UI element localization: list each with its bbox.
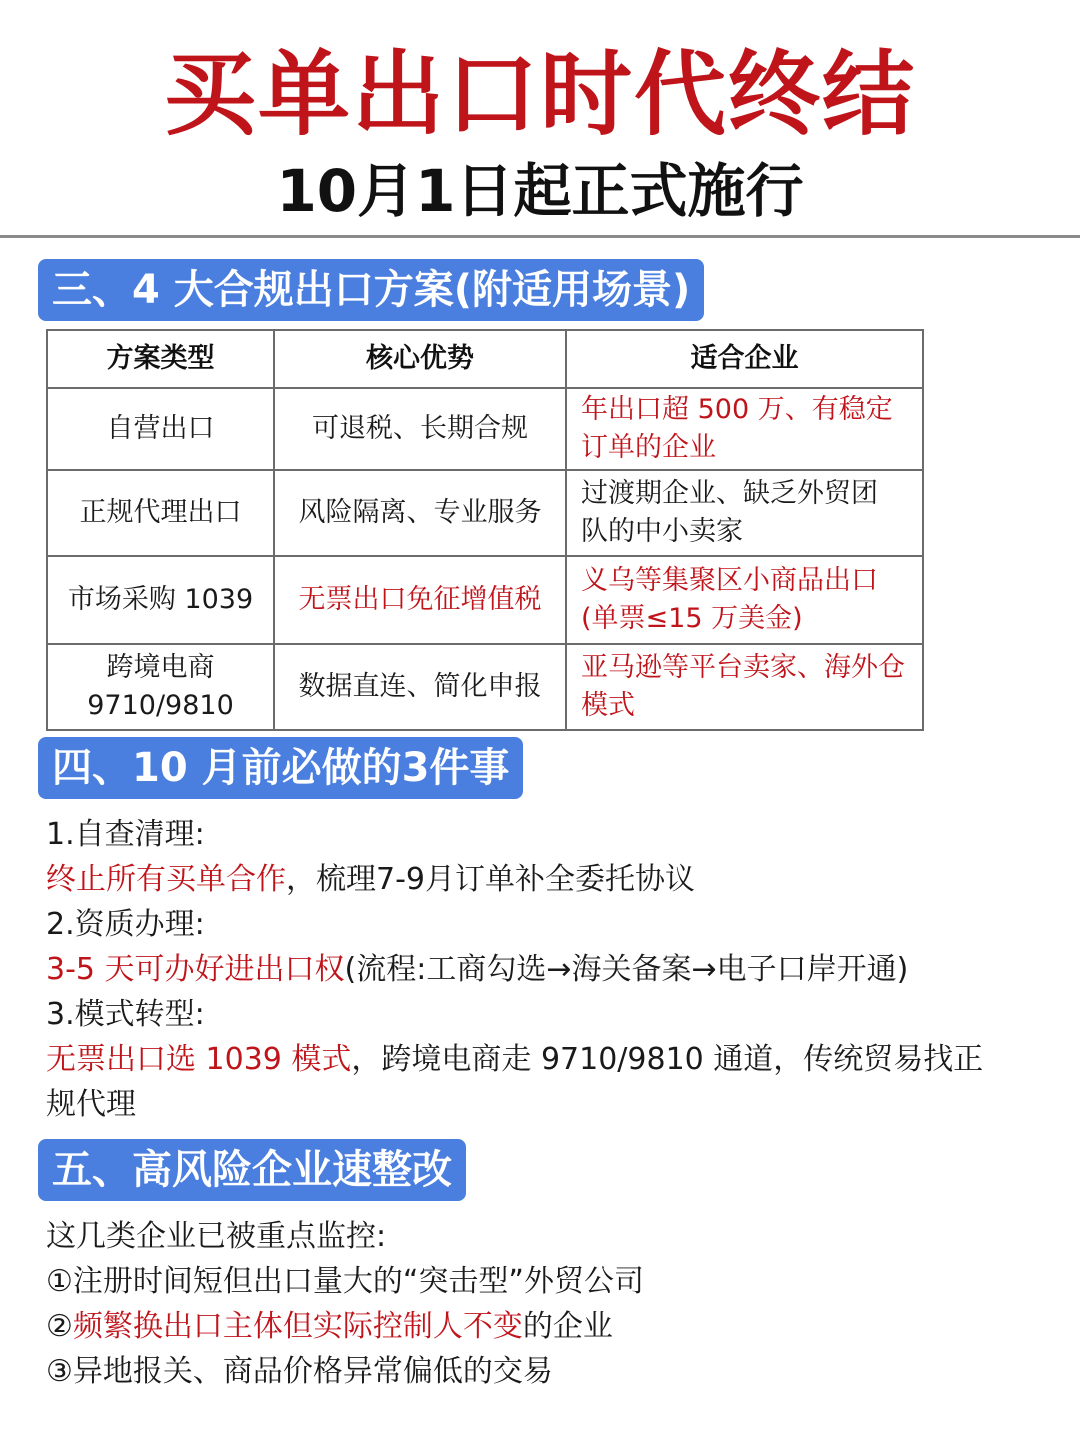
step-3-detail-cont: 规代理 (46, 1087, 136, 1122)
highlight-text: 无票出口选 1039 模式 (46, 1042, 352, 1077)
fit-line: 模式 (581, 690, 635, 721)
advantage-cell: 可退税、长期合规 (274, 388, 566, 470)
fit-line: 义乌等集聚区小商品出口 (581, 565, 878, 596)
plan-type-cell (47, 644, 274, 730)
fit-line: 亚马逊等平台卖家、海外仓 (581, 652, 905, 683)
fit-line: (单票≤15 万美金) (581, 603, 803, 634)
plan-type-cell: 自营出口 (47, 388, 274, 470)
detail-text: ，跨境电商走 9710/9810 通道，传统贸易找正 (351, 1042, 984, 1077)
risk-intro: 这几类企业已被重点监控: (46, 1219, 387, 1254)
fit-line: 年出口超 500 万、有稳定 (581, 394, 893, 425)
column-header: 适合企业 (566, 330, 923, 388)
column-header: 方案类型 (47, 330, 274, 388)
fit-cell (566, 388, 923, 470)
detail-text: ，梳理7-9月订单补全委托协议 (286, 862, 695, 897)
highlight-text: 3-5 天可办好进出口权 (46, 952, 345, 987)
detail-text: (流程:工商勾选→海关备案→电子口岸开通) (344, 952, 909, 987)
fit-line: 过渡期企业、缺乏外贸团 (581, 478, 878, 509)
divider (0, 235, 1080, 238)
plan-type-line: 9710/9810 (87, 690, 234, 721)
step-3-detail (46, 1037, 1046, 1082)
table-row (47, 470, 923, 556)
plan-type-line: 跨境电商 (106, 652, 215, 683)
section-heading-4: 四、10 月前必做的3件事 (38, 737, 523, 799)
fit-line: 订单的企业 (581, 432, 716, 463)
table-row (47, 388, 923, 470)
section-heading-5: 五、高风险企业速整改 (38, 1139, 466, 1201)
plan-type-cell: 市场采购 1039 (47, 556, 274, 644)
advantage-cell: 无票出口免征增值税 (274, 556, 566, 644)
fit-cell (566, 556, 923, 644)
step-2-detail (46, 947, 1046, 992)
step-3-title: 3.模式转型: (46, 997, 205, 1032)
section-heading-3: 三、4 大合规出口方案(附适用场景) (38, 259, 704, 321)
risk-item-3: ③异地报关、商品价格异常偏低的交易 (46, 1354, 553, 1389)
table-row (47, 644, 923, 730)
detail-text: 的企业 (522, 1309, 613, 1344)
advantage-cell: 数据直连、简化申报 (274, 644, 566, 730)
risk-item-1: ①注册时间短但出口量大的“突击型”外贸公司 (46, 1264, 644, 1299)
page-subtitle: 10月1日起正式施行 (276, 157, 804, 225)
fit-cell (566, 470, 923, 556)
fit-line: 队的中小卖家 (581, 516, 743, 547)
column-header: 核心优势 (274, 330, 566, 388)
table-header-row (47, 330, 923, 388)
advantage-cell: 风险隔离、专业服务 (274, 470, 566, 556)
risk-item-2 (46, 1304, 1046, 1349)
step-1-title: 1.自查清理: (46, 817, 205, 852)
table-row (47, 556, 923, 644)
step-2-title: 2.资质办理: (46, 907, 205, 942)
plan-type-cell: 正规代理出口 (47, 470, 274, 556)
highlight-text: 终止所有买单合作 (46, 862, 286, 897)
plan-table (46, 329, 924, 731)
item-number: ② (46, 1309, 73, 1344)
highlight-text: 频繁换出口主体但实际控制人不变 (72, 1309, 523, 1344)
page-title: 买单出口时代终结 (163, 41, 916, 148)
fit-cell (566, 644, 923, 730)
step-1-detail (46, 857, 1046, 902)
